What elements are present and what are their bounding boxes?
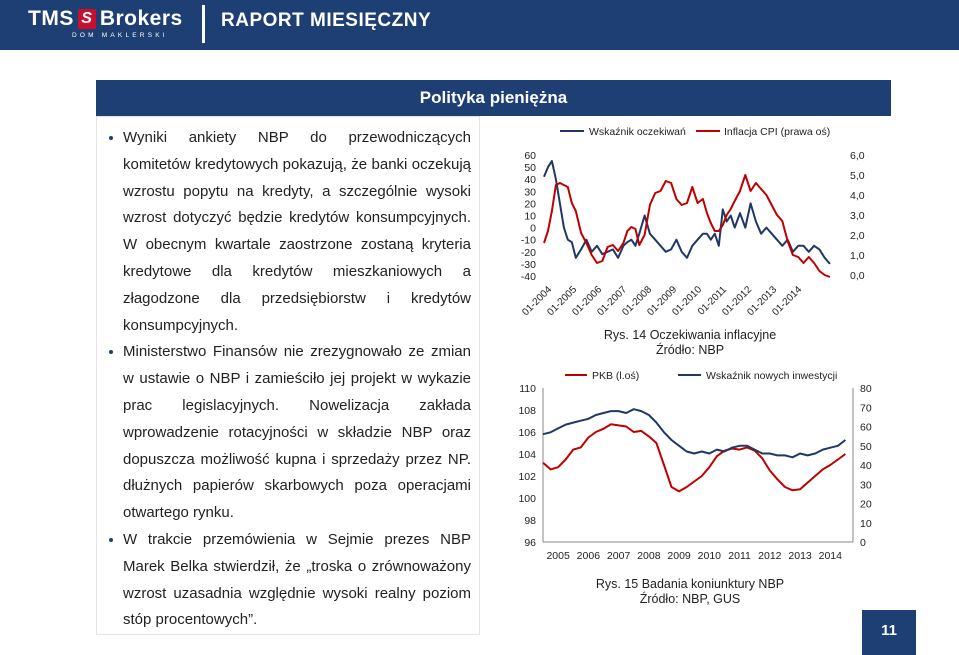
y-right-tick-label: 10 [860,517,872,530]
x-tick-label: 01-2004 [520,284,555,319]
y-left-tick-label: -30 [520,258,536,271]
series-line-pkb [543,424,845,491]
caption-title: Rys. 14 Oczekiwania inflacyjne [603,328,777,342]
y-right-tick-label: 6,0 [850,150,865,162]
y-left-tick-label: 96 [524,537,536,549]
y-left-tick-label: 104 [518,449,536,461]
logo-subtitle: DOM MAKLERSKI [72,32,168,39]
inflation-expectations-chart [500,120,880,325]
x-tick-label: 01-2014 [770,284,805,319]
header-divider [202,5,205,43]
y-left-tick-label: 0 [530,222,536,235]
x-tick-label: 2006 [576,550,601,562]
caption-title: Rys. 15 Badania koniunktury NBP [595,577,785,591]
y-right-tick-label: 0,0 [850,270,865,282]
header-bar [0,0,959,50]
y-right-tick-label: 4,0 [850,190,865,202]
y-left-tick-label: 110 [519,383,536,395]
y-right-tick-label: 5,0 [850,170,865,182]
caption-source: Źródło: NBP [655,343,725,357]
x-tick-label: 01-2008 [620,284,655,319]
x-tick-label: 2014 [818,550,842,562]
bullet-item: W trakcie przemówienia w Sejmie prezes NBP Marek Belka stwierdził, że „troska o zrównoważony wzrost uzasadnia względnie wysoki realny poziom stóp procentowych”. [107,527,471,634]
y-right-tick-label: 30 [860,479,872,492]
x-tick-label: 01-2013 [745,284,780,319]
x-tick-label: 01-2005 [545,284,580,319]
y-left-tick-label: 10 [524,210,536,223]
x-tick-label: 2008 [637,550,661,562]
y-left-tick-label: -40 [520,271,536,283]
y-right-tick-label: 60 [860,421,872,434]
series-line-investment [543,409,845,457]
section-header [96,80,891,116]
y-right-tick-label: 2,0 [850,230,865,242]
tms-brokers-logo: TMS S Brokers DOM MAKLERSKI [28,7,183,39]
legend-label-cpi: Inflacja CPI (prawa oś) [724,126,831,138]
x-tick-label: 01-2007 [595,284,630,319]
section-title: Polityka pieniężna [419,88,568,107]
report-title: RAPORT MIESIĘCZNY [221,10,432,31]
x-tick-label: 2013 [788,550,812,562]
page-number: 11 [881,622,897,639]
x-tick-label: 2011 [728,550,751,562]
bullet-item: Ministerstwo Finansów nie zrezygnowało ze zmian w ustawie o NBP i zamieściło jej projekt w wykazie prac legislacyjnych. Nowelizacja zakłada wprowadzenie rotacyjności w składzie NBP oraz dopuszcza możliwość kupna i sprzedaży przez NP. dłużnych papierów skarbowych poza operacjami otwartego rynku. [107,339,471,527]
y-left-tick-label: 60 [524,150,536,162]
y-left-tick-label: 40 [524,174,536,187]
y-left-tick-label: -20 [520,246,536,259]
series-line-cpi [544,175,830,277]
y-right-tick-label: 40 [860,460,872,472]
y-left-tick-label: 50 [524,162,536,175]
x-tick-label: 01-2010 [670,284,705,319]
x-tick-label: 2005 [546,550,570,562]
y-left-tick-label: 20 [524,198,536,211]
chart-svg [505,365,880,570]
y-right-tick-label: 80 [860,383,872,395]
y-right-tick-label: 1,0 [850,250,865,262]
y-right-tick-label: 0 [860,537,866,549]
y-left-tick-label: 30 [524,186,536,199]
commentary-panel [96,116,480,635]
y-left-tick-label: 102 [518,471,536,483]
x-tick-label: 01-2006 [570,284,605,319]
x-tick-label: 2010 [697,550,722,562]
y-right-tick-label: 70 [860,402,872,415]
legend-label-pkb: PKB (l.oś) [592,370,640,382]
y-left-tick-label: 98 [524,515,536,527]
x-tick-label: 2012 [758,550,782,562]
x-tick-label: 01-2011 [695,284,730,318]
y-left-tick-label: 106 [518,427,536,439]
x-tick-label: 01-2009 [645,284,680,319]
logo-s-mark: S [78,9,96,29]
x-tick-label: 2009 [667,550,691,562]
y-left-tick-label: 100 [518,493,536,505]
y-right-tick-label: 50 [860,440,872,453]
x-tick-label: 2007 [606,550,631,562]
series-line-expectations [544,161,830,264]
bullet-list [107,125,471,634]
bullet-item: Wyniki ankiety NBP do przewodniczących komitetów kredytowych pokazują, że banki oczekują wzrostu popytu na kredyty, a szczególnie wysoki wzrost dotyczyć będzie kredytów konsumpcyjnych. W obecnym kwartale zaostrzone zostaną kryteria kredytowe dla kredytów mieszkaniowych a złagodzone dla przedsiębiorstw i kredytów konsumpcyjnych. [107,125,471,339]
y-right-tick-label: 20 [860,498,872,511]
page-number-box [862,610,916,655]
y-right-tick-label: 3,0 [850,210,865,222]
caption-source: Źródło: NBP, GUS [639,592,741,606]
y-left-tick-label: 108 [518,405,536,417]
y-left-tick-label: -10 [520,234,536,247]
x-tick-label: 01-2012 [720,284,755,319]
chart-caption [560,577,820,607]
business-survey-chart [505,365,880,570]
legend-label-investment: Wskaźnik nowych inwestycji [706,370,838,382]
chart-caption [560,328,820,358]
chart-svg [500,120,880,325]
legend-label-expectations: Wskaźnik oczekiwań [589,126,686,138]
